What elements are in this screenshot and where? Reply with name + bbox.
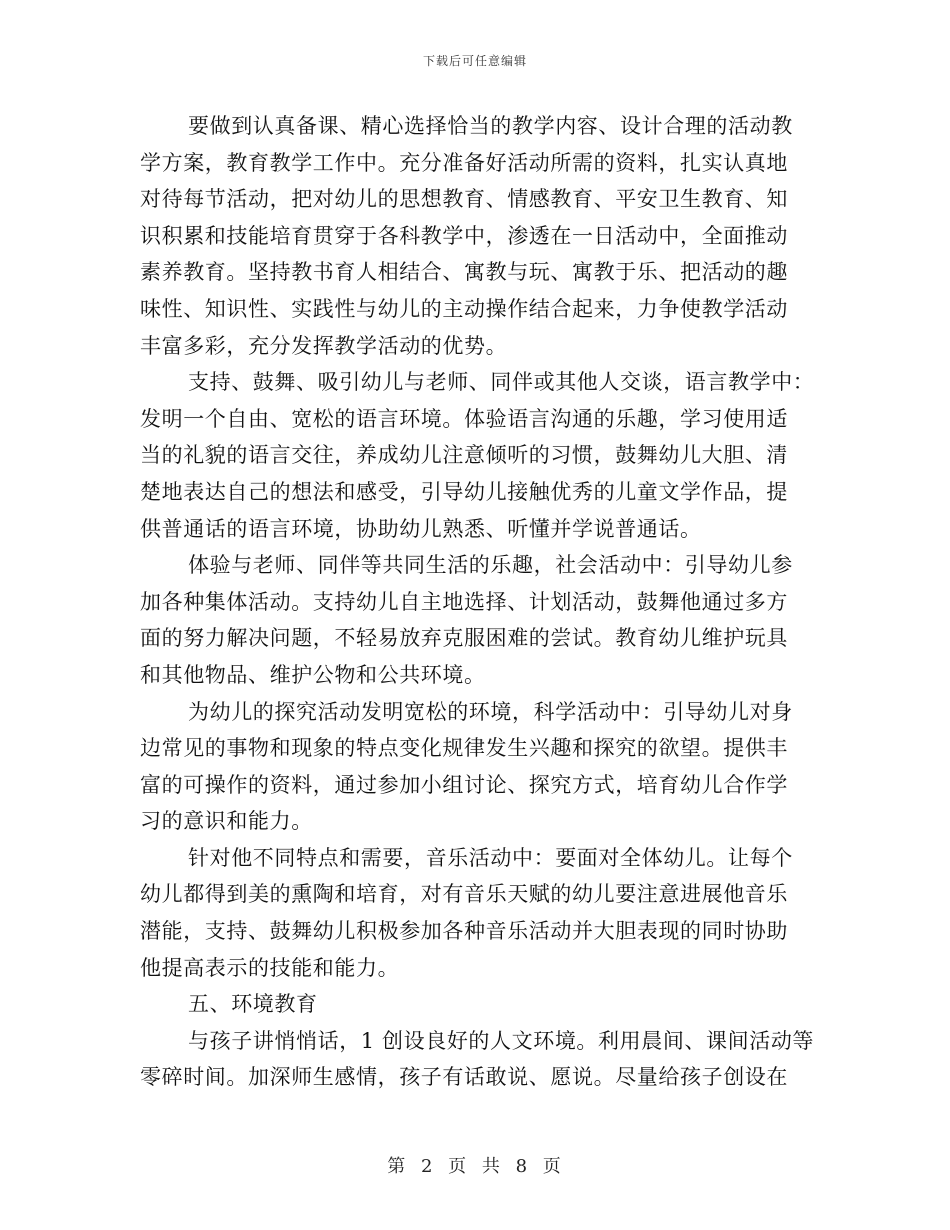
text-line: 零碎时间。加深师生感情，孩子有话敢说、愿说。尽量给孩子创设在 (140, 1065, 788, 1090)
text-line: 和其他物品、维护公物和公共环境。 (140, 662, 486, 687)
text-line: 五、环境教育 (188, 992, 318, 1017)
text-line: 面的努力解决问题，不轻易放弃克服困难的尝试。教育幼儿维护玩具 (140, 626, 788, 651)
text-line: 发明一个自由、宽松的语言环境。体验语言沟通的乐趣，学习使用适 (140, 406, 788, 431)
text-line: 对待每节活动，把对幼儿的思想教育、情感教育、平安卫生教育、知 (140, 187, 788, 212)
text-line: 楚地表达自己的想法和感受，引导幼儿接触优秀的儿童文学作品，提 (140, 479, 788, 504)
text-line: 与孩子讲悄悄话，1 创设良好的人文环境。利用晨间、课间活动等 (188, 1028, 815, 1053)
text-line: 要做到认真备课、精心选择恰当的教学内容、设计合理的活动教 (188, 114, 793, 138)
text-line: 边常见的事物和现象的特点变化规律发生兴趣和探究的欲望。提供丰 (140, 736, 788, 761)
text-line: 味性、知识性、实践性与幼儿的主动操作结合起来，力争使教学活动 (140, 296, 788, 321)
text-line: 针对他不同特点和需要，音乐活动中：要面对全体幼儿。让每个 (188, 845, 793, 870)
text-line: 幼儿都得到美的熏陶和培育，对有音乐天赋的幼儿要注意进展他音乐 (140, 882, 788, 907)
text-line: 为幼儿的探究活动发明宽松的环境，科学活动中：引导幼儿对身 (188, 699, 793, 724)
text-line: 丰富多彩，充分发挥教学活动的优势。 (140, 333, 508, 358)
text-line: 素养教育。坚持教书育人相结合、寓教与玩、寓教于乐、把活动的趣 (140, 260, 788, 285)
text-line: 潜能，支持、鼓舞幼儿积极参加各种音乐活动并大胆表现的同时协助 (140, 919, 788, 944)
text-line: 体验与老师、同伴等共同生活的乐趣，社会活动中：引导幼儿参 (188, 553, 793, 578)
text-line: 当的礼貌的语言交往，养成幼儿注意倾听的习惯，鼓舞幼儿大胆、清 (140, 443, 788, 468)
text-line: 支持、鼓舞、吸引幼儿与老师、同伴或其他人交谈，语言教学中： (188, 370, 815, 395)
text-line: 学方案，教育教学工作中。充分准备好活动所需的资料，扎实认真地 (140, 150, 788, 175)
page-header: 下载后可任意编辑 (422, 54, 527, 68)
text-line: 供普通话的语言环境，协助幼儿熟悉、听懂并学说普通话。 (140, 516, 702, 541)
text-line: 识积累和技能培育贯穿于各科教学中，渗透在一日活动中，全面推动 (140, 223, 788, 248)
document-body (140, 108, 815, 1096)
page-number-footer: 第 2 页 共 8 页 (387, 1156, 563, 1177)
text-line: 加各种集体活动。支持幼儿自主地选择、计划活动，鼓舞他通过多方 (140, 589, 788, 614)
text-line: 富的可操作的资料，通过参加小组讨论、探究方式，培育幼儿合作学 (140, 772, 788, 797)
text-line: 他提高表示的技能和能力。 (140, 955, 400, 980)
text-line: 习的意识和能力。 (140, 809, 313, 834)
